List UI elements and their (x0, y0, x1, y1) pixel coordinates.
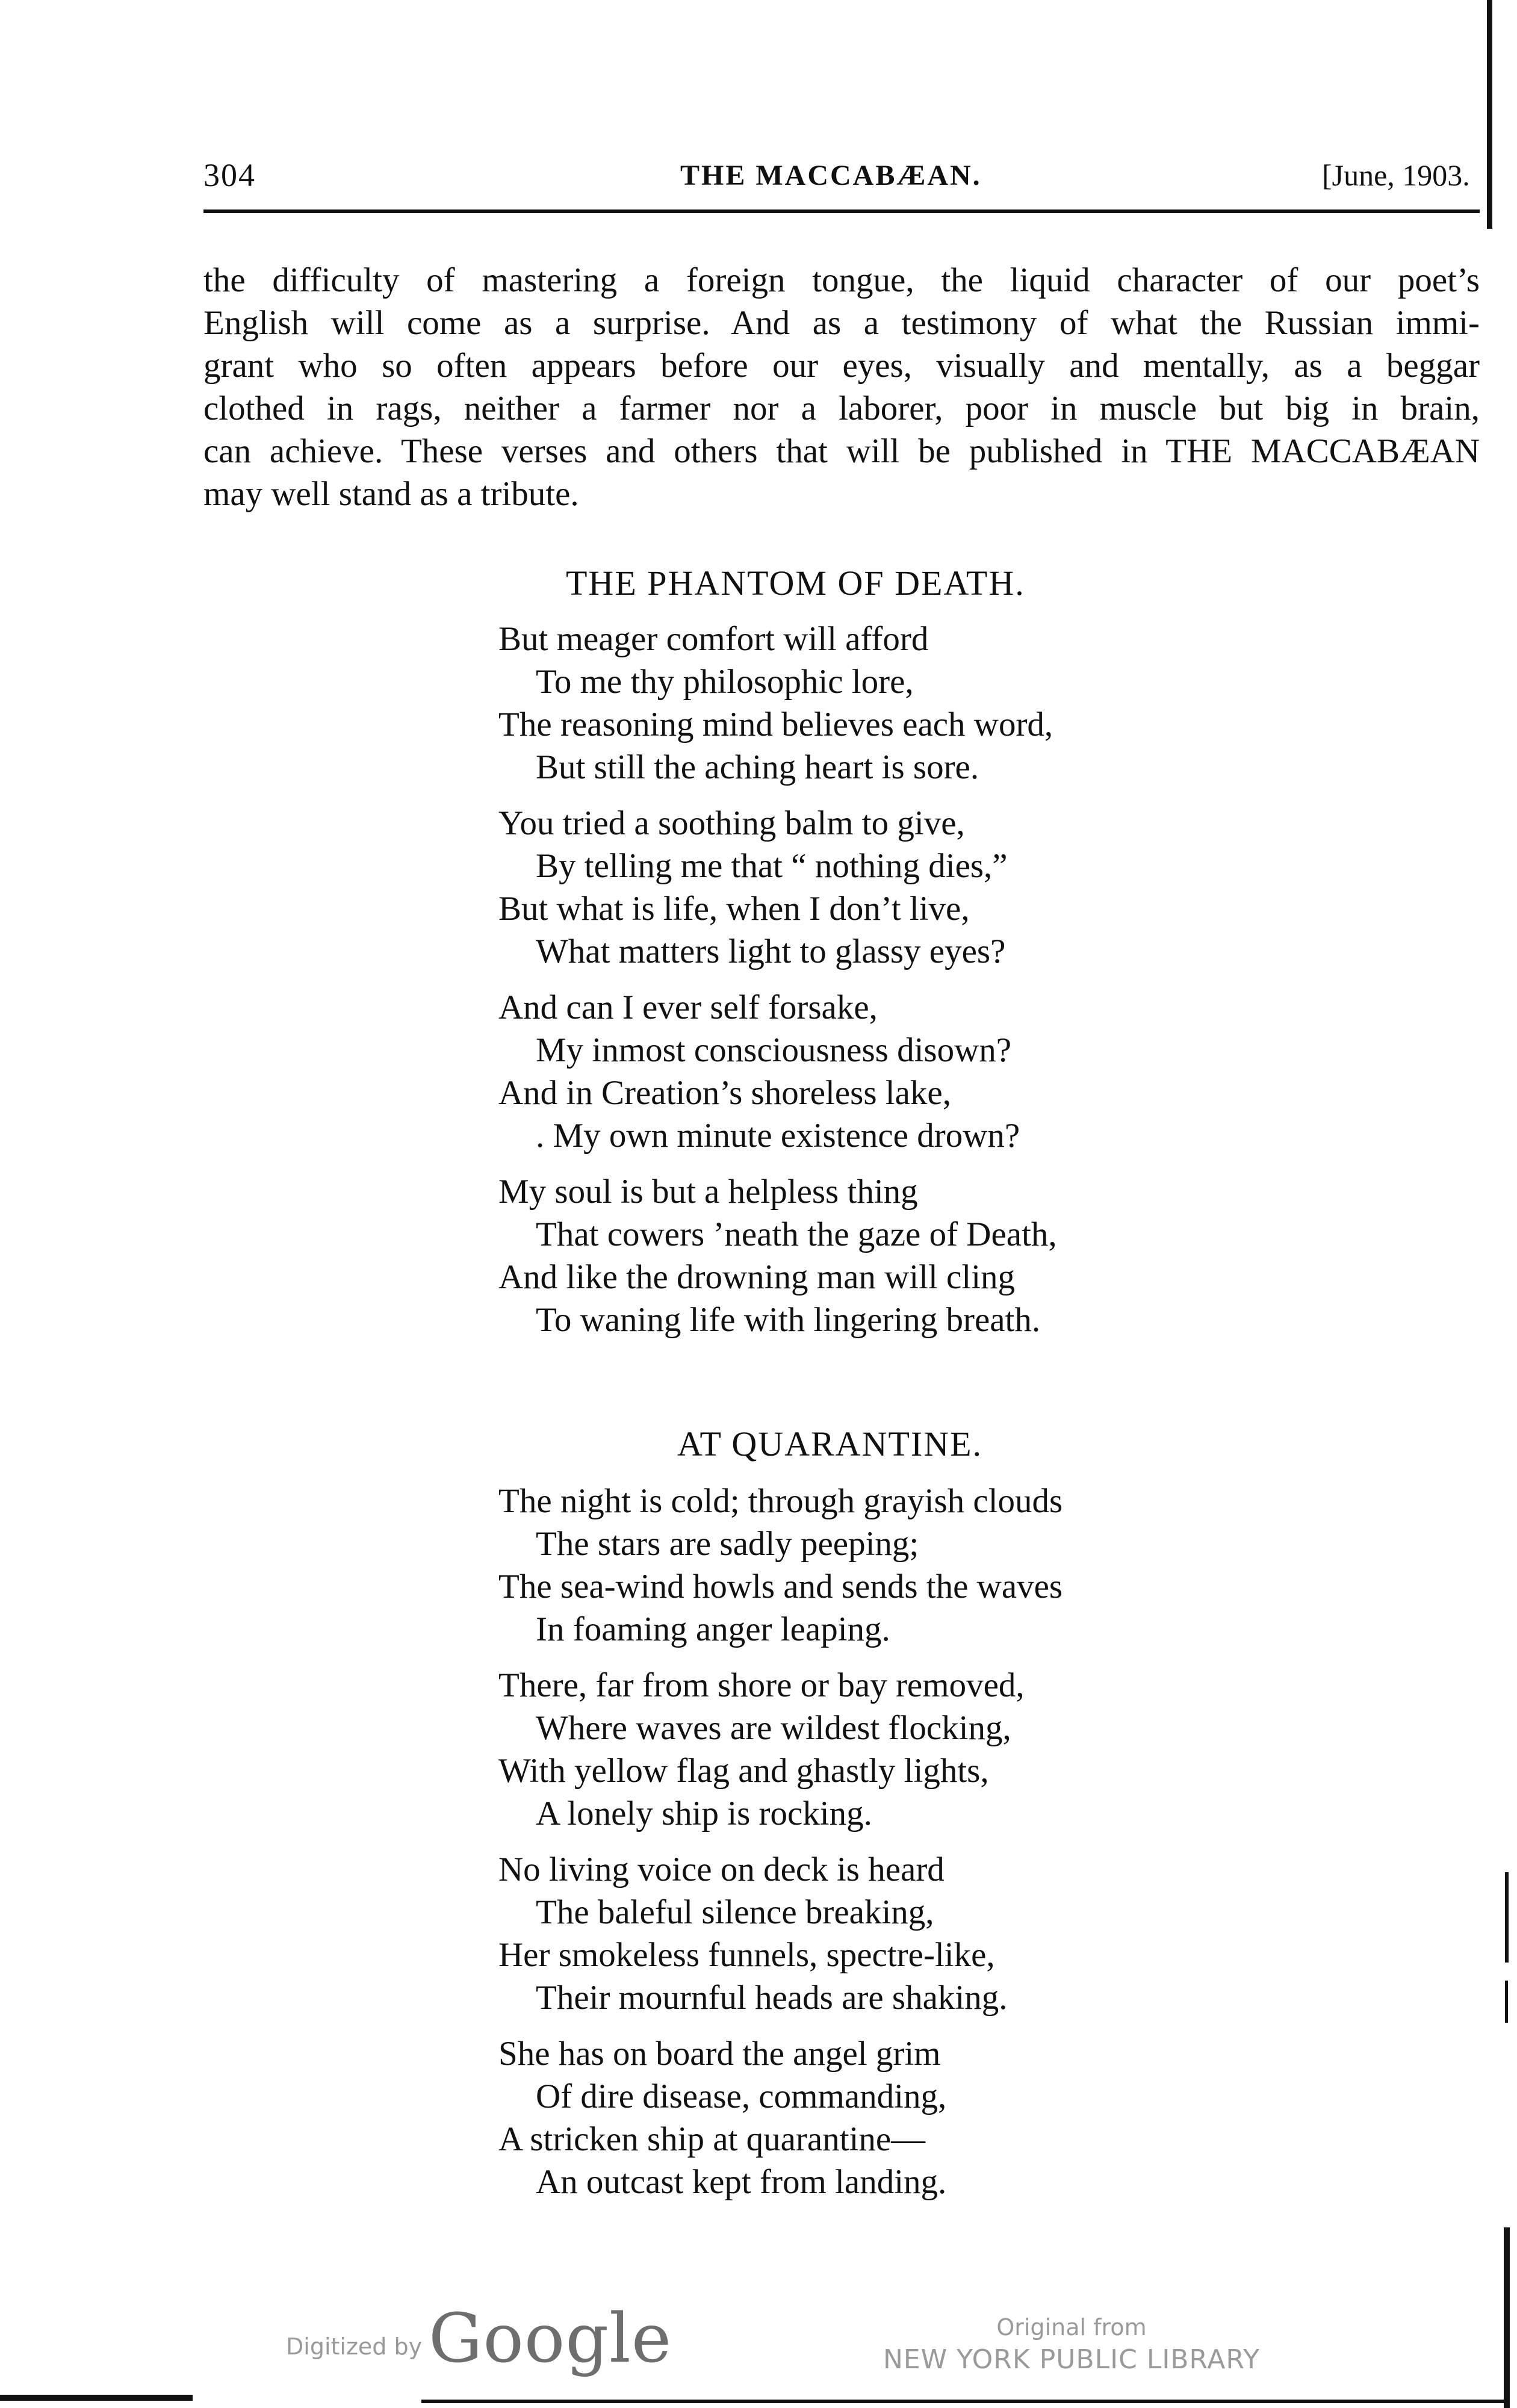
intro-line: English will come as a surprise. And as a testimony of what the Russian immi- (203, 304, 1480, 342)
verse-line: Her smokeless funnels, spectre-like, (498, 1936, 995, 1974)
verse-line: A lonely ship is rocking. (536, 1795, 872, 1832)
page-number: 304 (203, 157, 256, 193)
intro-line: clothed in rags, neither a farmer nor a laborer, poor in muscle but big in brain, (203, 389, 1480, 427)
library-name: NEW YORK PUBLIC LIBRARY (883, 2344, 1261, 2375)
verse-line: . My own minute existence drown? (536, 1117, 1020, 1155)
verse-line: By telling me that “ nothing dies,” (536, 847, 1008, 885)
intro-line: can achieve. These verses and others that will be published in THE MACCABÆAN (203, 432, 1480, 470)
intro-line: the difficulty of mastering a foreign tongue, the liquid character of our poet’s (203, 261, 1480, 299)
header-rule (203, 209, 1480, 213)
scan-edge-mark (1505, 1872, 1509, 1963)
verse-line: She has on board the angel grim (498, 2035, 941, 2073)
verse-line: No living voice on deck is heard (498, 1851, 945, 1888)
intro-line: grant who so often appears before our eyes, visually and mentally, as a beggar (203, 347, 1480, 385)
poem-phantom-of-death (498, 618, 1057, 1354)
verse-line: And can I ever self forsake, (498, 988, 878, 1026)
verse-line: The sea-wind howls and sends the waves (498, 1568, 1063, 1606)
verse-line: There, far from shore or bay removed, (498, 1666, 1025, 1704)
verse-line: The stars are sadly peeping; (536, 1525, 919, 1563)
verse-line: My inmost consciousness disown? (536, 1031, 1012, 1069)
stanza (498, 2032, 1063, 2203)
stanza (498, 986, 1057, 1157)
verse-line: With yellow flag and ghastly lights, (498, 1752, 989, 1790)
verse-line: To me thy philosophic lore, (536, 663, 914, 701)
poem-at-quarantine (498, 1480, 1063, 2217)
stanza (498, 1480, 1063, 1651)
verse-line: My soul is but a helpless thing (498, 1173, 918, 1211)
digitized-by-label: Digitized by (286, 2333, 423, 2360)
verse-line: A stricken ship at quarantine— (498, 2120, 926, 2158)
scan-edge-mark (1505, 1981, 1508, 2023)
verse-line: And in Creation’s shoreless lake, (498, 1074, 951, 1112)
verse-line: But meager comfort will afford (498, 620, 929, 658)
stanza (498, 1848, 1063, 2019)
verse-line: The reasoning mind believes each word, (498, 706, 1053, 743)
issue-date: [June, 1903. (1322, 158, 1470, 192)
scan-edge-mark (0, 2395, 193, 2401)
stanza (498, 1664, 1063, 1835)
scan-edge-mark (421, 2400, 1505, 2403)
verse-line: In foaming anger leaping. (536, 1610, 890, 1648)
stanza (498, 618, 1057, 789)
verse-line: The night is cold; through grayish clouds (498, 1482, 1063, 1520)
original-from-label: Original from (996, 2314, 1147, 2341)
google-logo: Google (429, 2300, 672, 2378)
verse-line: But still the aching heart is sore. (536, 748, 979, 786)
scan-edge-mark (1487, 0, 1492, 229)
intro-paragraph (203, 259, 1480, 515)
verse-line: The baleful silence breaking, (536, 1893, 934, 1931)
verse-line: Their mournful heads are shaking. (536, 1979, 1008, 2017)
verse-line: To waning life with lingering breath. (536, 1301, 1041, 1339)
verse-line: You tried a soothing balm to give, (498, 804, 965, 842)
scan-edge-mark (1504, 2227, 1510, 2408)
running-title: THE MACCABÆAN. (680, 160, 982, 191)
verse-line: An outcast kept from landing. (536, 2163, 947, 2201)
poem-title: AT QUARANTINE. (677, 1424, 983, 1463)
verse-line: And like the drowning man will cling (498, 1258, 1016, 1296)
verse-line: But what is life, when I don’t live, (498, 890, 970, 928)
stanza (498, 1170, 1057, 1341)
poem-title: THE PHANTOM OF DEATH. (566, 563, 1025, 603)
source-library-credit (873, 2312, 1270, 2377)
verse-line: Where waves are wildest flocking, (536, 1709, 1011, 1747)
stanza (498, 802, 1057, 973)
verse-line: What matters light to glassy eyes? (536, 932, 1006, 970)
verse-line: That cowers ’neath the gaze of Death, (536, 1215, 1057, 1253)
intro-line: may well stand as a tribute. (203, 475, 579, 513)
verse-line: Of dire disease, commanding, (536, 2078, 947, 2115)
